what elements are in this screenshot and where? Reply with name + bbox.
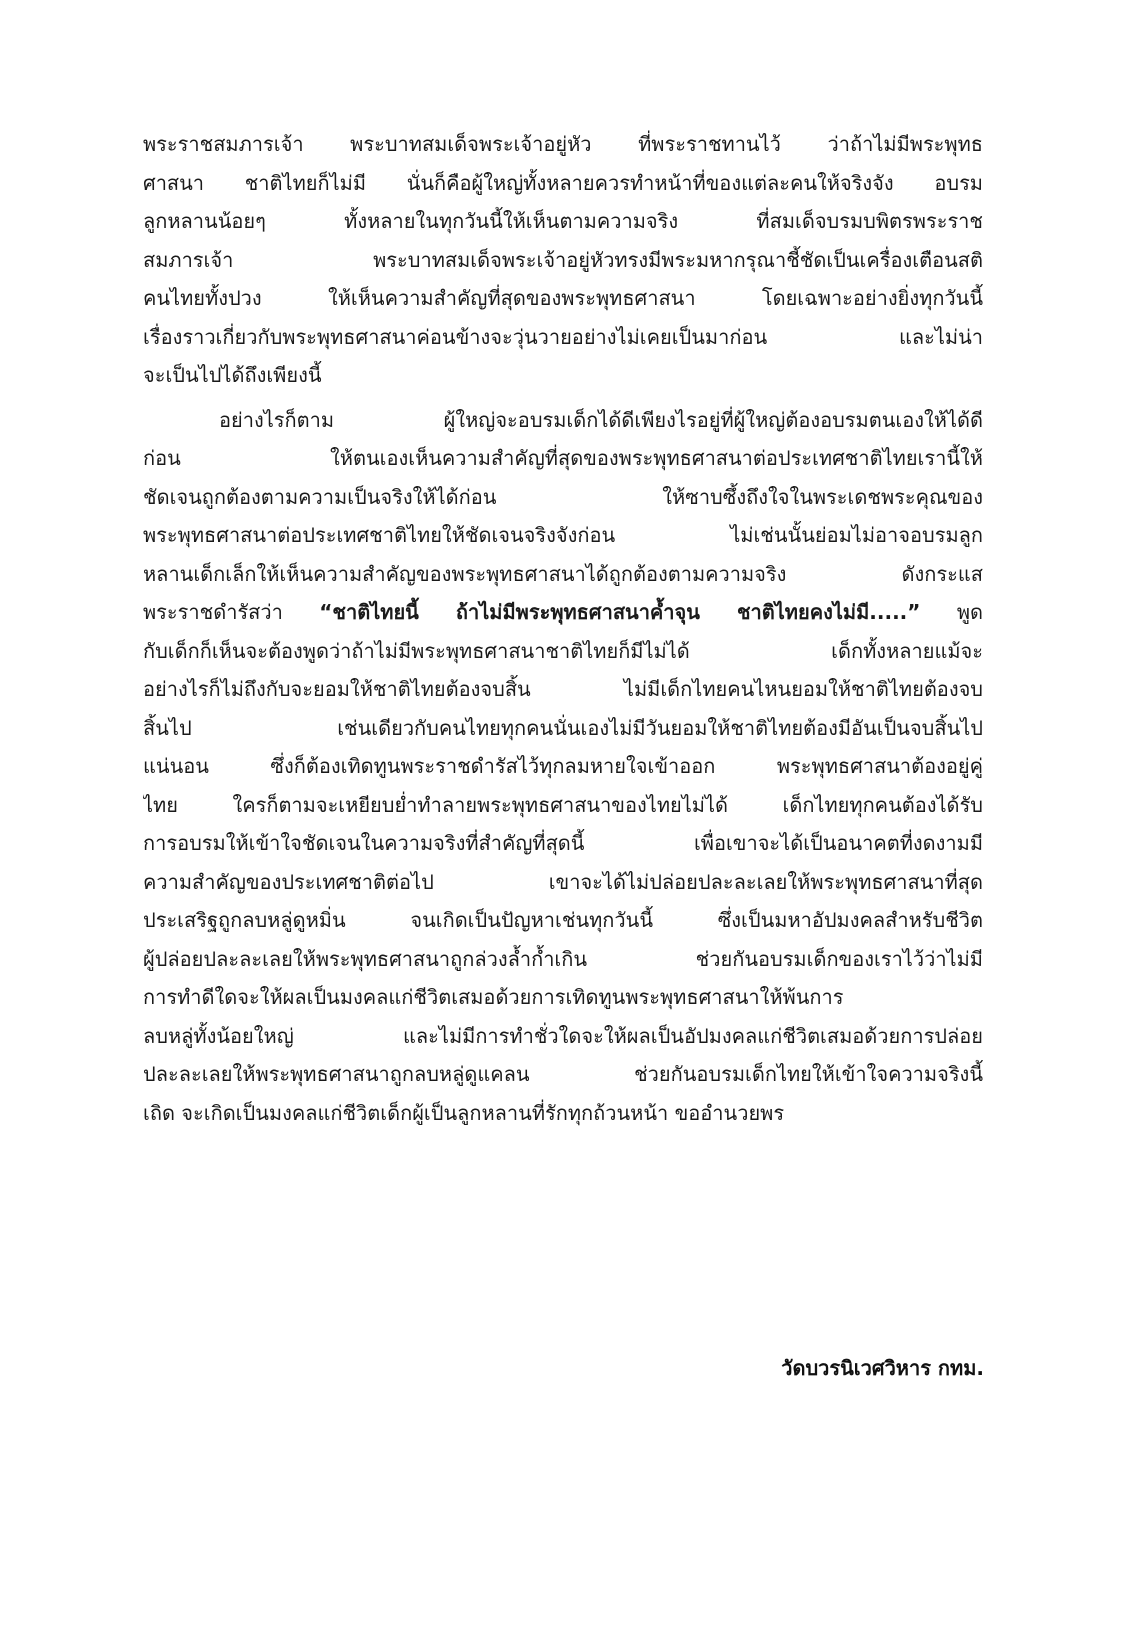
text-line: จะเป็นไปได้ถึงเพียงนี้ (143, 363, 322, 387)
text-line: ชัดเจนถูกต้องตามความเป็นจริงให้ได้ก่อน ให้ซาบซึ้งถึงใจในพระเดชพระคุณของ (143, 484, 983, 509)
text-line: พระราชสมภารเจ้า พระบาทสมเด็จพระเจ้าอยู่หัว ที่พระราชทานไว้ ว่าถ้าไม่มีพระพุทธ (143, 132, 983, 156)
paragraph-1 (143, 125, 983, 395)
text-line: ไทย ใครก็ตามจะเหยียบย่ำทำลายพระพุทธศาสนาของไทยไม่ได้ เด็กไทยทุกคนต้องได้รับ (143, 792, 983, 817)
text-segment: พูด (956, 600, 983, 624)
text-line: การอบรมให้เข้าใจชัดเจนในความจริงที่สำคัญที่สุดนี้ เพื่อเขาจะได้เป็นอนาคตที่งดงามมี (143, 831, 983, 855)
signature: วัดบวรนิเวศวิหาร กทม. (781, 1356, 984, 1380)
paragraph-2 (143, 401, 983, 1133)
text-segment: พระราชดำรัสว่า (143, 600, 283, 624)
text-line: อย่างไรก็ไม่ถึงกับจะยอมให้ชาติไทยต้องจบสิ้น ไม่มีเด็กไทยคนไหนยอมให้ชาติไทยต้องจบ (143, 677, 983, 701)
text-line: ผู้ปล่อยปละละเลยให้พระพุทธศาสนาถูกล่วงล้ำก้ำเกิน ช่วยกันอบรมเด็กของเราไว้ว่าไม่มี (143, 946, 983, 971)
text-line: แน่นอน ซึ่งก็ต้องเทิดทูนพระราชดำรัสไว้ทุกลมหายใจเข้าออก พระพุทธศาสนาต้องอยู่คู่ (143, 754, 983, 778)
text-line: หลานเด็กเล็กให้เห็นความสำคัญของพระพุทธศาสนาได้ถูกต้องตามความจริง ดังกระแส (143, 561, 983, 586)
text-line: ปละละเลยให้พระพุทธศาสนาถูกลบหลู่ดูแคลน ช่วยกันอบรมเด็กไทยให้เข้าใจความจริงนี้ (143, 1062, 983, 1086)
document-body (143, 125, 983, 1132)
text-line: ลูกหลานน้อยๆ ทั้งหลายในทุกวันนี้ให้เห็นตามความจริง ที่สมเด็จบรมบพิตรพระราช (143, 209, 983, 233)
text-line: เถิด จะเกิดเป็นมงคลแก่ชีวิตเด็กผู้เป็นลูกหลานที่รักทุกถ้วนหน้า ขออำนวยพร (143, 1100, 785, 1125)
text-line: ศาสนา ชาติไทยก็ไม่มี นั่นก็คือผู้ใหญ่ทั้งหลายควรทำหน้าที่ของแต่ละคนให้จริงจัง อบรม (143, 170, 983, 195)
text-line: ความสำคัญของประเทศชาติต่อไป เขาจะได้ไม่ปล่อยปละละเลยให้พระพุทธศาสนาที่สุด (143, 869, 983, 894)
text-line: การทำดีใดจะให้ผลเป็นมงคลแก่ชีวิตเสมอด้วยการเทิดทูนพระพุทธศาสนาให้พ้นการ (143, 985, 844, 1009)
text-line: อย่างไรก็ตาม ผู้ใหญ่จะอบรมเด็กได้ดีเพียงไรอยู่ที่ผู้ใหญ่ต้องอบรมตนเองให้ได้ดี (219, 407, 983, 432)
text-line: คนไทยทั้งปวง ให้เห็นความสำคัญที่สุดของพระพุทธศาสนา โดยเฉพาะอย่างยิ่งทุกวันนี้ (143, 286, 983, 310)
text-line: เรื่องราวเกี่ยวกับพระพุทธศาสนาค่อนข้างจะวุ่นวายอย่างไม่เคยเป็นมาก่อน และไม่น่า (143, 324, 983, 349)
text-line: ลบหลู่ทั้งน้อยใหญ่ และไม่มีการทำชั่วใดจะให้ผลเป็นอัปมงคลแก่ชีวิตเสมอด้วยการปล่อย (143, 1023, 983, 1048)
text-line: ประเสริฐถูกลบหลู่ดูหมิ่น จนเกิดเป็นปัญหาเช่นทุกวันนี้ ซึ่งเป็นมหาอัปมงคลสำหรับชีวิต (143, 908, 983, 932)
text-line: สิ้นไป เช่นเดียวกับคนไทยทุกคนนั่นเองไม่มีวันยอมให้ชาติไทยต้องมีอันเป็นจบสิ้นไป (143, 715, 983, 740)
text-line: สมภารเจ้า พระบาทสมเด็จพระเจ้าอยู่หัวทรงมีพระมหากรุณาชี้ชัดเป็นเครื่องเตือนสติ (143, 247, 983, 272)
text-line: พระพุทธศาสนาต่อประเทศชาติไทยให้ชัดเจนจริงจังก่อน ไม่เช่นนั้นย่อมไม่อาจอบรมลูก (143, 523, 983, 547)
text-line: กับเด็กก็เห็นจะต้องพูดว่าถ้าไม่มีพระพุทธศาสนาชาติไทยก็มีไม่ได้ เด็กทั้งหลายแม้จะ (143, 638, 983, 663)
text-line: ก่อน ให้ตนเองเห็นความสำคัญที่สุดของพระพุทธศาสนาต่อประเทศชาติไทยเรานี้ให้ (143, 446, 983, 470)
royal-quote: “ชาติไทยนี้ ถ้าไม่มีพระพุทธศาสนาค้ำจุน ชาติไทยคงไม่มี.....” (319, 600, 921, 624)
text-line-with-quote (143, 593, 983, 632)
